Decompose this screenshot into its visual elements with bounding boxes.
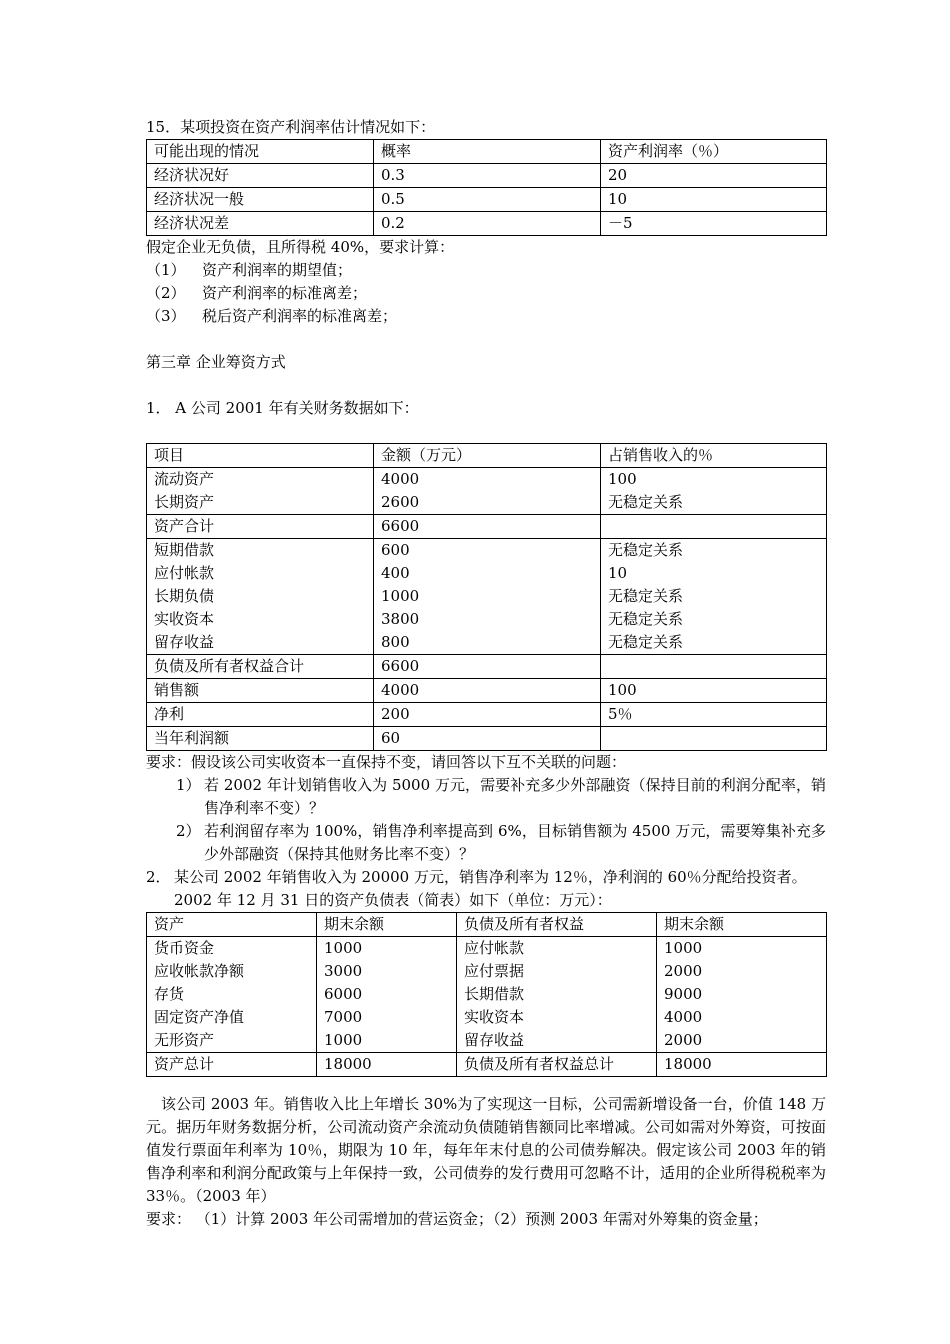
q1-requirement: 要求：假设该公司实收资本一直保持不变，请回答以下互不关联的问题： xyxy=(146,753,627,771)
table-cell: 货币资金 应收帐款净额 存货 固定资产净值 无形资产 xyxy=(147,937,317,1053)
table-row xyxy=(147,655,827,679)
header-cell: 概率 xyxy=(374,140,601,164)
table-cell: 18000 xyxy=(317,1053,457,1077)
q2-requirement: 要求： （1）计算 2003 年公司需增加的营运资金；（2）预测 2003 年需对外筹集的资金量； xyxy=(146,1210,768,1228)
table-cell: 100 无稳定关系 xyxy=(601,468,827,515)
table-row xyxy=(147,164,827,188)
table-cell: 0.5 xyxy=(374,188,601,212)
table-row xyxy=(147,212,827,236)
table-row xyxy=(147,188,827,212)
question-text: 某公司 2002 年销售收入为 20000 万元，销售净利率为 12％，净利润的 60％分配给投资者。 xyxy=(174,868,807,886)
header-cell: 可能出现的情况 xyxy=(147,140,374,164)
q2-intro xyxy=(146,866,826,889)
table-total-row xyxy=(147,1053,827,1077)
item-text: 若利润留存率为 100%，销售净利率提高到 6%，目标销售额为 4500 万元，需要筹集补充多少外部融资（保持其他财务比率不变）？ xyxy=(204,822,826,863)
table-cell: 销售额 xyxy=(147,679,374,703)
item-number: （3） xyxy=(146,307,186,325)
header-cell: 期末余额 xyxy=(317,913,457,937)
table-cell: 100 xyxy=(601,679,827,703)
header-cell: 占销售收入的％ xyxy=(601,444,827,468)
table-header-row xyxy=(147,140,827,164)
q1-subquestion xyxy=(146,820,826,866)
item-text: 资产利润率的标准离差； xyxy=(202,284,368,302)
table-header-row xyxy=(147,913,827,937)
header-cell: 资产利润率（％） xyxy=(601,140,827,164)
question-number: 2． xyxy=(146,868,171,886)
table-cell: 18000 xyxy=(657,1053,827,1077)
balance-sheet-table xyxy=(146,912,827,1077)
table-cell: 短期借款 应付帐款 长期负债 实收资本 留存收益 xyxy=(147,539,374,655)
table-cell: 10 xyxy=(601,188,827,212)
table-row xyxy=(147,679,827,703)
table-cell: 0.2 xyxy=(374,212,601,236)
table-row xyxy=(147,703,827,727)
table-row xyxy=(147,937,827,1053)
header-cell: 金额（万元） xyxy=(374,444,601,468)
q2-paragraph: 该公司 2003 年。销售收入比上年增长 30%为了实现这一目标，公司需新增设备一台，价值 148 万元。据历年财务数据分析，公司流动资产余流动负债随销售额同比率增减。公司如需对外筹资，可按面值发行票面年利率为 10％，期限为 10 年，每年年末付息的公司债券解决。假定该公司 2003 年的销售净利率和利润分配政策与上年保持一致，公司债券的发行费用可忽略不计，适用的企业所得税税率为 33％。（2003 年） xyxy=(146,1095,826,1205)
table-cell: 应付帐款 应付票据 长期借款 实收资本 留存收益 xyxy=(457,937,657,1053)
item-number: （1） xyxy=(146,261,186,279)
table-cell: 流动资产 长期资产 xyxy=(147,468,374,515)
table-cell: 6600 xyxy=(374,655,601,679)
q1-title: 1． A 公司 2001 年有关财务数据如下： xyxy=(146,399,419,417)
q1-subquestion xyxy=(146,774,826,820)
q2-table-caption: 2002 年 12 月 31 日的资产负债表（简表）如下（单位：万元）： xyxy=(174,891,612,909)
item-text: 若 2002 年计划销售收入为 5000 万元，需要补充多少外部融资（保持目前的利润分配率，销售净利率不变）？ xyxy=(204,776,826,817)
item-text: 资产利润率的期望值； xyxy=(202,261,353,279)
table-header-row xyxy=(147,444,827,468)
table-cell: 1000 2000 9000 4000 2000 xyxy=(657,937,827,1053)
table-cell xyxy=(601,727,827,751)
document-page xyxy=(146,116,826,1231)
table-cell: 负债及所有者权益总计 xyxy=(457,1053,657,1077)
table-cell: 负债及所有者权益合计 xyxy=(147,655,374,679)
table-cell: 1000 3000 6000 7000 1000 xyxy=(317,937,457,1053)
table-row xyxy=(147,515,827,539)
header-cell: 资产 xyxy=(147,913,317,937)
table-cell: 60 xyxy=(374,727,601,751)
q15-item xyxy=(146,259,826,282)
q15-item xyxy=(146,282,826,305)
table-cell: 6600 xyxy=(374,515,601,539)
header-cell: 期末余额 xyxy=(657,913,827,937)
table-cell: 资产合计 xyxy=(147,515,374,539)
table-cell: 0.3 xyxy=(374,164,601,188)
q15-item xyxy=(146,305,826,328)
item-number: （2） xyxy=(146,284,186,302)
table-cell: －5 xyxy=(601,212,827,236)
table-cell: 经济状况好 xyxy=(147,164,374,188)
header-cell: 负债及所有者权益 xyxy=(457,913,657,937)
table-cell: 600 400 1000 3800 800 xyxy=(374,539,601,655)
table-cell: 经济状况差 xyxy=(147,212,374,236)
table-cell: 20 xyxy=(601,164,827,188)
table-cell: 200 xyxy=(374,703,601,727)
table-cell xyxy=(601,515,827,539)
q1-table xyxy=(146,443,827,751)
item-text: 税后资产利润率的标准离差； xyxy=(202,307,398,325)
q15-assumption: 假定企业无负债，且所得税 40%，要求计算： xyxy=(146,238,455,256)
table-cell: 资产总计 xyxy=(147,1053,317,1077)
table-cell xyxy=(601,655,827,679)
chapter-heading: 第三章 企业筹资方式 xyxy=(146,353,286,371)
table-cell: 5％ xyxy=(601,703,827,727)
table-cell: 4000 2600 xyxy=(374,468,601,515)
table-cell: 当年利润额 xyxy=(147,727,374,751)
header-cell: 项目 xyxy=(147,444,374,468)
item-number: 1） xyxy=(176,776,201,794)
item-number: 2） xyxy=(176,822,201,840)
q15-table xyxy=(146,139,827,236)
table-row xyxy=(147,539,827,655)
table-row xyxy=(147,468,827,515)
q15-title: 15．某项投资在资产利润率估计情况如下： xyxy=(146,118,436,136)
table-cell: 无稳定关系 10 无稳定关系 无稳定关系 无稳定关系 xyxy=(601,539,827,655)
table-cell: 经济状况一般 xyxy=(147,188,374,212)
table-row xyxy=(147,727,827,751)
table-cell: 4000 xyxy=(374,679,601,703)
table-cell: 净利 xyxy=(147,703,374,727)
